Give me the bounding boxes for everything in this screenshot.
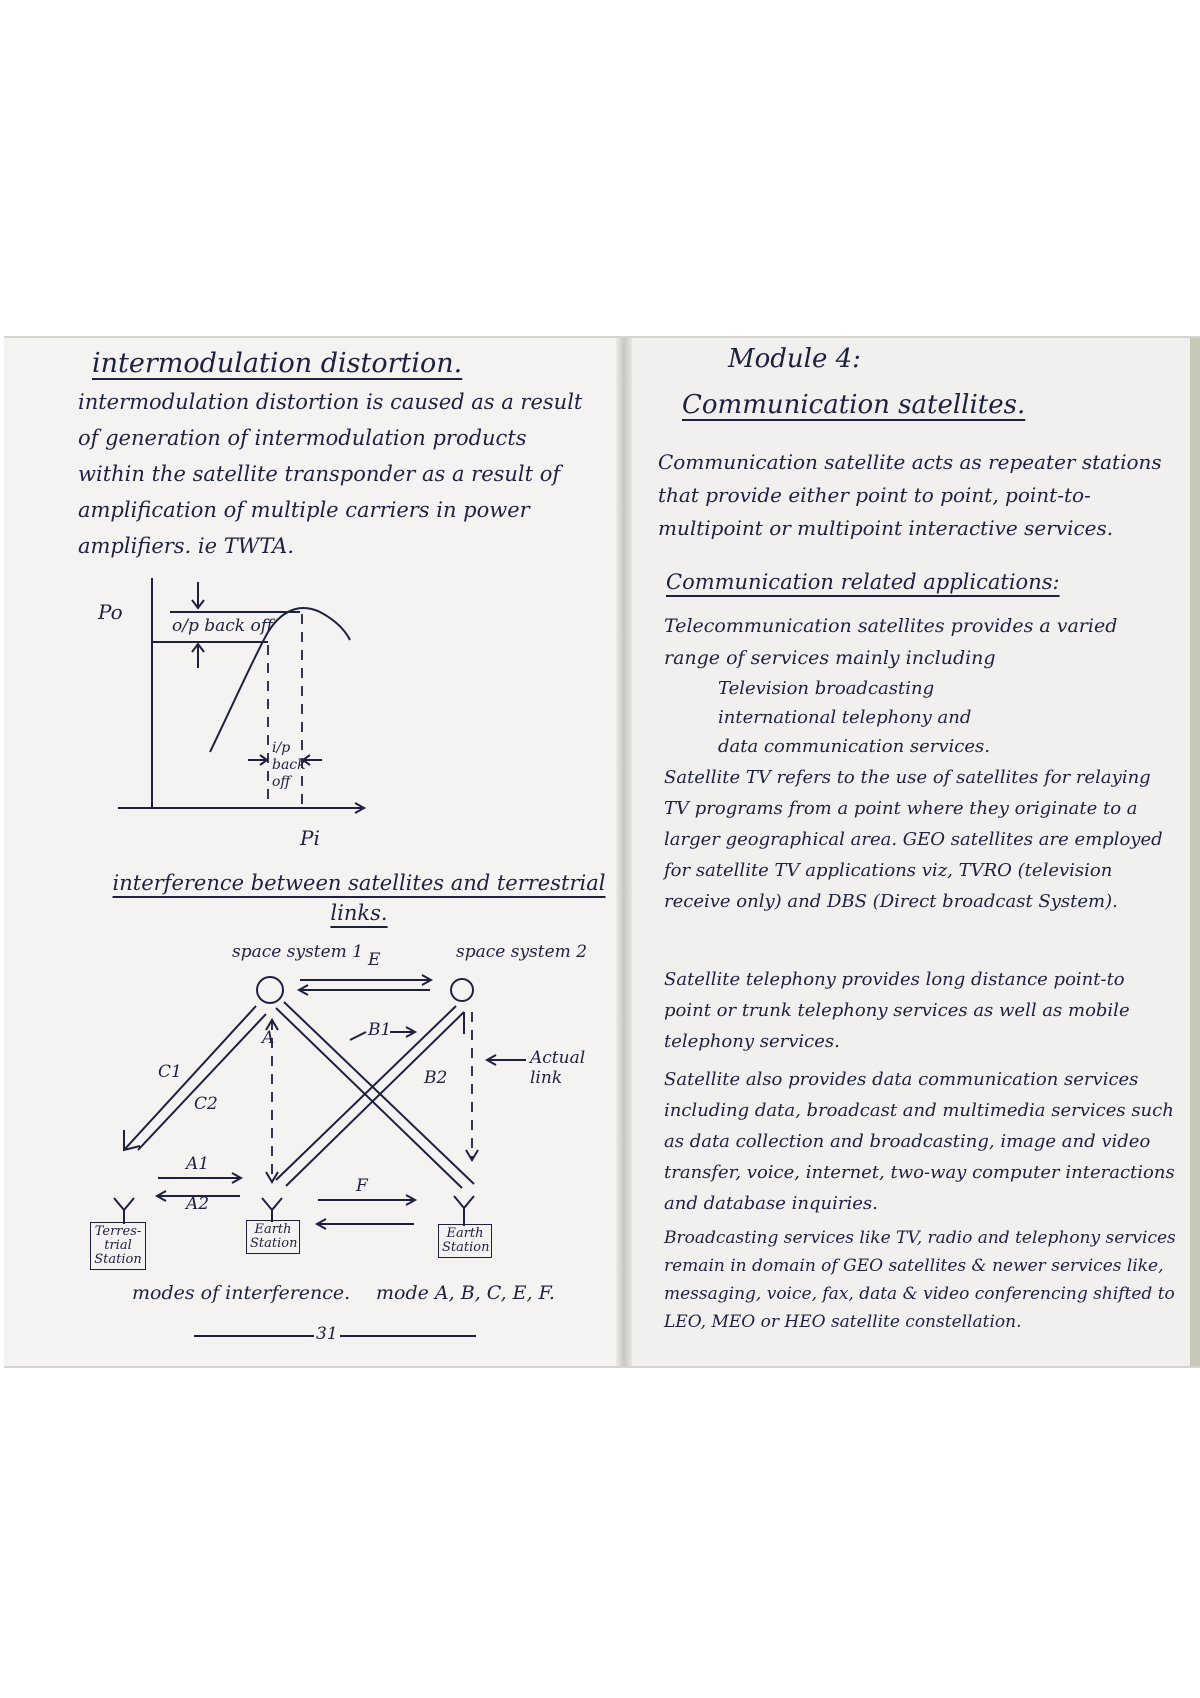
mode-C1-label: C1 (158, 1062, 182, 1082)
page-number: 31 (316, 1324, 338, 1344)
terrestrial-station-box: Terres-trial Station (90, 1222, 146, 1270)
space-system-1-label: space system 1 (232, 942, 364, 962)
telecom-paragraph: Telecommunication satellites provides a varied range of services mainly including (664, 615, 1118, 669)
output-backoff-label: o/p back off (172, 616, 273, 636)
list-item: Television broadcasting (718, 678, 935, 699)
space-system-2-label: space system 2 (456, 942, 588, 962)
antenna-earth-1-icon (262, 1198, 282, 1222)
mode-A1-label: A1 (186, 1154, 210, 1174)
satellite-1-icon (257, 977, 283, 1003)
actual-link-label: Actual link (530, 1048, 586, 1088)
mode-E-label: E (368, 950, 381, 970)
link-C1-a (124, 1006, 256, 1150)
module-heading: Module 4: (728, 344, 861, 374)
earth-station-1-box: Earth Station (246, 1220, 300, 1254)
mode-A-label: A (262, 1028, 275, 1048)
graph-x-label: Pi (300, 826, 320, 850)
list-item: international telephony and (718, 707, 972, 728)
mode-B1-label: B1 (368, 1020, 392, 1040)
link-C1-b (138, 1014, 266, 1150)
intro-paragraph: Communication satellite acts as repeater stations that provide either point to point, point-to-multipoint or multipoint interactive services. (658, 450, 1162, 540)
b1-arrow-l (350, 1032, 366, 1040)
intermodulation-paragraph: intermodulation distortion is caused as a result of generation of intermodulation products within the satellite transponder as a result of amplification of multiple carriers in power amplifiers. ie TWTA. (78, 390, 583, 558)
satellite-telephony-paragraph: Satellite telephony provides long distance point-to point or trunk telephony services as well as mobile telephony services. (664, 969, 1130, 1052)
mode-C2-label: C2 (194, 1094, 218, 1114)
earth-station-2-box: Earth Station (438, 1224, 492, 1258)
ib-line-3: off (272, 774, 291, 790)
ib-line-2: back (272, 757, 306, 773)
list-item: data communication services. (718, 736, 991, 757)
mode-F-label: F (356, 1176, 368, 1196)
section-title-intermodulation: intermodulation distortion. (92, 348, 463, 379)
graph-y-label: Po (98, 600, 123, 624)
mode-A2-label: A2 (186, 1194, 210, 1214)
services-list (718, 674, 990, 761)
satellite-2-icon (451, 979, 473, 1001)
antenna-terrestrial-icon (114, 1198, 134, 1224)
section-title-interference: interference between satellites and terrestrial links. (112, 871, 606, 925)
subtitle-applications: Communication related applications: (666, 570, 1060, 594)
mode-B2-label: B2 (424, 1068, 448, 1088)
page-title-communication-satellites: Communication satellites. (682, 390, 1026, 420)
antenna-earth-2-icon (454, 1196, 474, 1226)
caption-modes-of-interference: modes of interference. (132, 1282, 351, 1304)
ib-line-1: i/p (272, 740, 291, 756)
satellite-tv-paragraph: Satellite TV refers to the use of satellites for relaying TV programs from a point where they originate to a larger geographical area. GEO satellites are employed for satellite TV applications viz, TVRO (television receive only) and DBS (Direct broadcast System). (664, 767, 1163, 912)
caption-mode-list: mode A, B, C, E, F. (376, 1282, 555, 1304)
data-communication-paragraph: Satellite also provides data communication services including data, broadcast and multimedia services such as data collection and broadcasting, image and video transfer, voice, internet, two-way computer interactions and database inquiries. (664, 1069, 1175, 1214)
broadcasting-paragraph: Broadcasting services like TV, radio and telephony services remain in domain of GEO satellites & newer services like, messaging, voice, fax, data & video conferencing shifted to LEO, MEO or HEO satellite constellation. (664, 1228, 1176, 1332)
link-B2-arrow-icon (466, 1150, 478, 1160)
